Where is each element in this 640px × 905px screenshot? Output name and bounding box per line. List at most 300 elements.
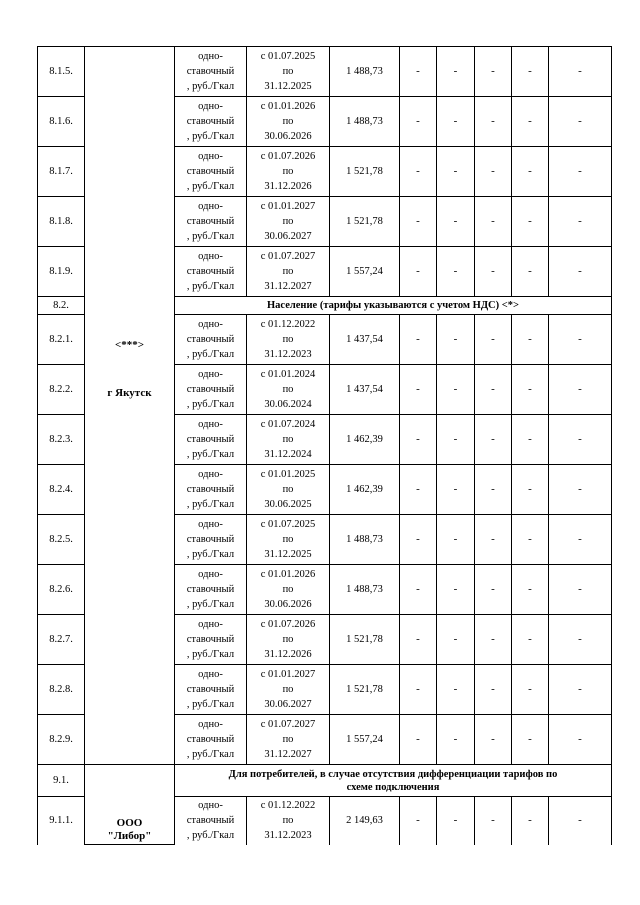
unit-cell (175, 797, 247, 845)
empty-value-cell (437, 315, 475, 365)
unit-line: одно- (198, 669, 223, 680)
unit-line: ставочный (186, 216, 235, 227)
empty-value-cell (437, 565, 475, 615)
dash-mark: - (491, 814, 495, 827)
unit-line: , руб./Гкал (186, 281, 235, 292)
section-title-line: схеме подключения (346, 781, 440, 793)
dash-mark: - (578, 265, 582, 277)
unit-cell (175, 197, 247, 247)
empty-value-cell (475, 797, 512, 845)
empty-value-cell (437, 797, 475, 845)
unit-line: одно- (198, 369, 223, 380)
dash-mark: - (491, 683, 495, 695)
period-mid: по (282, 116, 294, 127)
dash-mark: - (528, 633, 532, 645)
unit-line: , руб./Гкал (186, 349, 235, 360)
organization-note: <***> (114, 339, 145, 351)
empty-value-cell (475, 565, 512, 615)
period-from: с 01.01.2027 (260, 669, 316, 680)
period-to: 30.06.2026 (264, 599, 312, 610)
dash-mark: - (491, 215, 495, 227)
row-code-text: 8.1.9. (49, 266, 73, 277)
row-code-text: 9.1.1. (49, 815, 73, 827)
tariff-value-text: 1 462,39 (346, 434, 383, 445)
empty-value-cell (549, 797, 612, 845)
empty-value-cell (437, 515, 475, 565)
dash-mark: - (491, 65, 495, 77)
dash-mark: - (578, 533, 582, 545)
unit-line: , руб./Гкал (186, 649, 235, 660)
period-mid: по (282, 434, 294, 445)
period-to: 30.06.2027 (264, 699, 312, 710)
dash-mark: - (578, 733, 582, 745)
period-to: 30.06.2026 (264, 131, 312, 142)
row-code-text: 8.1.5. (49, 66, 73, 77)
period-to: 30.06.2027 (264, 231, 312, 242)
empty-value-cell (549, 365, 612, 415)
dash-mark: - (528, 215, 532, 227)
period-cell (247, 615, 330, 665)
tariff-value (330, 315, 400, 365)
row-code (38, 197, 85, 247)
empty-value-cell (549, 97, 612, 147)
dash-mark: - (416, 533, 420, 545)
empty-value-cell (437, 665, 475, 715)
unit-cell (175, 665, 247, 715)
empty-value-cell (437, 415, 475, 465)
unit-line: , руб./Гкал (186, 699, 235, 710)
period-to: 31.12.2024 (264, 449, 312, 460)
dash-mark: - (416, 115, 420, 127)
empty-value-cell (512, 365, 549, 415)
empty-value-cell (512, 197, 549, 247)
unit-line: ставочный (186, 634, 235, 645)
period-mid: по (282, 66, 294, 77)
unit-line: одно- (198, 201, 223, 212)
tariff-value (330, 515, 400, 565)
unit-line: , руб./Гкал (186, 830, 235, 842)
unit-line: одно- (198, 251, 223, 262)
tariff-table (37, 46, 612, 845)
dash-mark: - (453, 733, 458, 745)
tariff-value (330, 47, 400, 97)
unit-cell (175, 365, 247, 415)
dash-mark: - (578, 115, 582, 127)
period-cell (247, 97, 330, 147)
dash-mark: - (491, 333, 495, 345)
tariff-value-text: 1 521,78 (346, 684, 383, 695)
empty-value-cell (400, 465, 437, 515)
dash-mark: - (528, 265, 532, 277)
unit-cell (175, 47, 247, 97)
table-row (38, 47, 612, 97)
empty-value-cell (475, 197, 512, 247)
empty-value-cell (400, 197, 437, 247)
period-mid: по (282, 166, 294, 177)
dash-mark: - (491, 733, 495, 745)
empty-value-cell (512, 147, 549, 197)
empty-value-cell (512, 715, 549, 765)
dash-mark: - (528, 814, 532, 827)
section-row (38, 765, 612, 797)
unit-line: ставочный (186, 166, 235, 177)
unit-line: , руб./Гкал (186, 81, 235, 92)
row-code (38, 515, 85, 565)
section-code (38, 297, 85, 315)
empty-value-cell (549, 147, 612, 197)
period-from: с 01.12.2022 (260, 800, 316, 812)
tariff-value-text: 1 488,73 (346, 116, 383, 127)
tariff-value-text: 1 488,73 (346, 66, 383, 77)
period-mid: по (282, 815, 294, 827)
row-code (38, 797, 85, 845)
empty-value-cell (400, 565, 437, 615)
unit-line: ставочный (186, 734, 235, 745)
period-cell (247, 565, 330, 615)
dash-mark: - (416, 583, 420, 595)
period-mid: по (282, 584, 294, 595)
empty-value-cell (549, 715, 612, 765)
section-code-text: 8.2. (53, 300, 69, 311)
empty-value-cell (549, 415, 612, 465)
row-code-text: 8.2.9. (49, 734, 73, 745)
unit-line: одно- (198, 101, 223, 112)
unit-line: , руб./Гкал (186, 749, 235, 760)
dash-mark: - (453, 814, 458, 827)
dash-mark: - (453, 165, 458, 177)
empty-value-cell (512, 615, 549, 665)
dash-mark: - (453, 533, 458, 545)
tariff-value-text: 1 557,24 (346, 266, 383, 277)
dash-mark: - (528, 383, 532, 395)
period-to: 31.12.2023 (264, 830, 312, 842)
period-to: 30.06.2024 (264, 399, 312, 410)
tariff-value-text: 1 557,24 (346, 734, 383, 745)
unit-cell (175, 615, 247, 665)
dash-mark: - (416, 265, 420, 277)
dash-mark: - (453, 215, 458, 227)
empty-value-cell (512, 97, 549, 147)
unit-line: одно- (198, 519, 223, 530)
dash-mark: - (416, 483, 420, 495)
dash-mark: - (578, 383, 582, 395)
row-code-text: 8.2.5. (49, 534, 73, 545)
unit-line: одно- (198, 151, 223, 162)
period-to: 31.12.2023 (264, 349, 312, 360)
period-cell (247, 247, 330, 297)
empty-value-cell (400, 365, 437, 415)
dash-mark: - (578, 333, 582, 345)
row-code (38, 365, 85, 415)
empty-value-cell (437, 715, 475, 765)
period-mid: по (282, 634, 294, 645)
empty-value-cell (549, 197, 612, 247)
empty-value-cell (400, 715, 437, 765)
dash-mark: - (453, 265, 458, 277)
empty-value-cell (400, 797, 437, 845)
row-code-text: 8.2.8. (49, 684, 73, 695)
dash-mark: - (528, 733, 532, 745)
row-code-text: 8.2.4. (49, 484, 73, 495)
row-code (38, 615, 85, 665)
period-from: с 01.01.2026 (260, 569, 316, 580)
row-code-text: 8.1.6. (49, 116, 73, 127)
empty-value-cell (400, 47, 437, 97)
period-to: 31.12.2025 (264, 549, 312, 560)
dash-mark: - (416, 333, 420, 345)
unit-line: ставочный (186, 266, 235, 277)
empty-value-cell (475, 415, 512, 465)
empty-value-cell (400, 665, 437, 715)
unit-line: одно- (198, 419, 223, 430)
organization-cell-2 (85, 765, 175, 845)
empty-value-cell (512, 665, 549, 715)
empty-value-cell (549, 247, 612, 297)
dash-mark: - (491, 433, 495, 445)
unit-cell (175, 415, 247, 465)
dash-mark: - (453, 333, 458, 345)
table-body (38, 47, 612, 845)
empty-value-cell (400, 515, 437, 565)
period-mid: по (282, 684, 294, 695)
empty-value-cell (475, 615, 512, 665)
period-to: 31.12.2026 (264, 181, 312, 192)
unit-cell (175, 97, 247, 147)
period-cell (247, 665, 330, 715)
empty-value-cell (400, 315, 437, 365)
dash-mark: - (453, 433, 458, 445)
period-cell (247, 465, 330, 515)
unit-line: одно- (198, 719, 223, 730)
tariff-value-text: 1 521,78 (346, 634, 383, 645)
empty-value-cell (400, 415, 437, 465)
dash-mark: - (528, 115, 532, 127)
empty-value-cell (437, 247, 475, 297)
empty-value-cell (512, 247, 549, 297)
period-to: 31.12.2025 (264, 81, 312, 92)
empty-value-cell (475, 247, 512, 297)
period-cell (247, 47, 330, 97)
dash-mark: - (453, 583, 458, 595)
period-mid: по (282, 334, 294, 345)
empty-value-cell (475, 715, 512, 765)
period-cell (247, 147, 330, 197)
unit-line: ставочный (186, 334, 235, 345)
dash-mark: - (578, 683, 582, 695)
section-title (175, 297, 612, 315)
tariff-value (330, 415, 400, 465)
row-code-text: 8.2.2. (49, 384, 73, 395)
organization-type: ООО (116, 817, 143, 829)
dash-mark: - (491, 265, 495, 277)
period-mid: по (282, 384, 294, 395)
unit-line: , руб./Гкал (186, 549, 235, 560)
section-code-text: 9.1. (53, 775, 69, 786)
empty-value-cell (437, 197, 475, 247)
dash-mark: - (453, 115, 458, 127)
unit-cell (175, 465, 247, 515)
empty-value-cell (400, 97, 437, 147)
period-to: 30.06.2025 (264, 499, 312, 510)
empty-value-cell (549, 615, 612, 665)
empty-value-cell (475, 515, 512, 565)
dash-mark: - (528, 165, 532, 177)
period-mid: по (282, 266, 294, 277)
period-from: с 01.01.2026 (260, 101, 316, 112)
dash-mark: - (491, 383, 495, 395)
section-title (175, 765, 612, 797)
tariff-value (330, 715, 400, 765)
dash-mark: - (528, 533, 532, 545)
empty-value-cell (512, 415, 549, 465)
period-cell (247, 365, 330, 415)
row-code (38, 147, 85, 197)
period-from: с 01.07.2026 (260, 619, 316, 630)
period-mid: по (282, 734, 294, 745)
empty-value-cell (437, 465, 475, 515)
empty-value-cell (475, 97, 512, 147)
period-from: с 01.01.2027 (260, 201, 316, 212)
dash-mark: - (416, 814, 420, 827)
row-code-text: 8.2.7. (49, 634, 73, 645)
row-code (38, 715, 85, 765)
empty-value-cell (475, 147, 512, 197)
empty-value-cell (475, 465, 512, 515)
period-mid: по (282, 534, 294, 545)
spacer (85, 352, 174, 387)
dash-mark: - (528, 433, 532, 445)
empty-value-cell (475, 315, 512, 365)
period-to: 31.12.2027 (264, 281, 312, 292)
empty-value-cell (475, 665, 512, 715)
dash-mark: - (416, 165, 420, 177)
dash-mark: - (578, 215, 582, 227)
empty-value-cell (512, 565, 549, 615)
unit-line: , руб./Гкал (186, 131, 235, 142)
unit-line: ставочный (186, 684, 235, 695)
dash-mark: - (491, 533, 495, 545)
unit-line: ставочный (186, 484, 235, 495)
unit-line: одно- (198, 800, 223, 812)
unit-line: ставочный (186, 815, 235, 827)
empty-value-cell (549, 47, 612, 97)
row-code-text: 8.1.7. (49, 166, 73, 177)
unit-cell (175, 147, 247, 197)
tariff-value (330, 465, 400, 515)
unit-line: одно- (198, 619, 223, 630)
period-to: 31.12.2026 (264, 649, 312, 660)
row-code-text: 8.1.8. (49, 216, 73, 227)
empty-value-cell (400, 147, 437, 197)
unit-line: , руб./Гкал (186, 399, 235, 410)
empty-value-cell (400, 247, 437, 297)
empty-value-cell (512, 47, 549, 97)
tariff-value (330, 797, 400, 845)
tariff-value-text: 1 488,73 (346, 534, 383, 545)
tariff-value (330, 197, 400, 247)
unit-cell (175, 315, 247, 365)
unit-line: , руб./Гкал (186, 449, 235, 460)
organization-name (85, 339, 174, 400)
empty-value-cell (475, 47, 512, 97)
tariff-value (330, 247, 400, 297)
organization-cell (85, 47, 175, 765)
period-cell (247, 715, 330, 765)
empty-value-cell (437, 47, 475, 97)
tariff-value-text: 1 521,78 (346, 166, 383, 177)
tariff-value (330, 365, 400, 415)
dash-mark: - (578, 633, 582, 645)
dash-mark: - (491, 165, 495, 177)
tariff-value (330, 665, 400, 715)
row-code (38, 415, 85, 465)
row-code-text: 8.2.3. (49, 434, 73, 445)
dash-mark: - (416, 383, 420, 395)
dash-mark: - (416, 433, 420, 445)
organization-title: "Либор" (107, 830, 152, 842)
tariff-value-text: 1 437,54 (346, 334, 383, 345)
empty-value-cell (549, 515, 612, 565)
empty-value-cell (512, 797, 549, 845)
row-code (38, 47, 85, 97)
empty-value-cell (475, 365, 512, 415)
period-cell (247, 197, 330, 247)
tariff-value (330, 565, 400, 615)
period-to: 31.12.2027 (264, 749, 312, 760)
dash-mark: - (416, 633, 420, 645)
tariff-value-text: 1 521,78 (346, 216, 383, 227)
row-code (38, 565, 85, 615)
organization-city: г Якутск (107, 387, 152, 399)
unit-cell (175, 565, 247, 615)
unit-line: одно- (198, 469, 223, 480)
dash-mark: - (416, 215, 420, 227)
dash-mark: - (491, 115, 495, 127)
unit-line: , руб./Гкал (186, 499, 235, 510)
row-code (38, 465, 85, 515)
tariff-value (330, 615, 400, 665)
period-from: с 01.07.2025 (260, 519, 316, 530)
empty-value-cell (549, 565, 612, 615)
unit-line: ставочный (186, 384, 235, 395)
dash-mark: - (578, 165, 582, 177)
section-title-text: Население (тарифы указываются с учетом НДС) <*> (267, 300, 519, 311)
dash-mark: - (528, 483, 532, 495)
unit-line: ставочный (186, 534, 235, 545)
dash-mark: - (453, 383, 458, 395)
period-cell (247, 315, 330, 365)
dash-mark: - (491, 583, 495, 595)
row-code-text: 8.2.6. (49, 584, 73, 595)
dash-mark: - (578, 65, 582, 77)
row-code (38, 665, 85, 715)
empty-value-cell (549, 665, 612, 715)
empty-value-cell (549, 465, 612, 515)
section-code (38, 765, 85, 797)
empty-value-cell (400, 615, 437, 665)
dash-mark: - (578, 814, 582, 827)
unit-line: ставочный (186, 66, 235, 77)
row-code (38, 315, 85, 365)
dash-mark: - (578, 583, 582, 595)
empty-value-cell (437, 615, 475, 665)
period-from: с 01.07.2027 (260, 251, 316, 262)
dash-mark: - (528, 583, 532, 595)
empty-value-cell (512, 315, 549, 365)
tariff-value-text: 1 462,39 (346, 484, 383, 495)
period-from: с 01.07.2027 (260, 719, 316, 730)
period-from: с 01.07.2025 (260, 51, 316, 62)
